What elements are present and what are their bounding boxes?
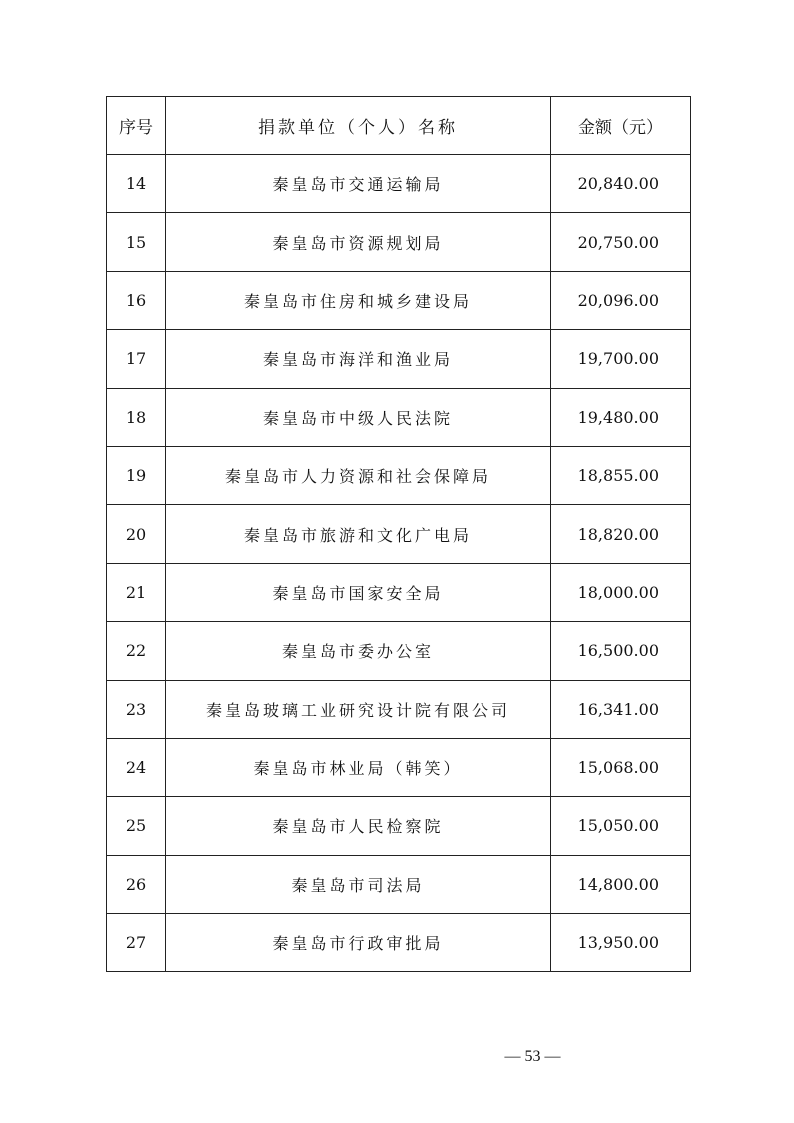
row-amount: 18,000.00 bbox=[551, 563, 691, 621]
table-row bbox=[107, 563, 691, 621]
row-number: 24 bbox=[107, 738, 166, 796]
row-amount: 15,050.00 bbox=[551, 797, 691, 855]
table-row bbox=[107, 505, 691, 563]
row-name: 秦皇岛市国家安全局 bbox=[166, 563, 551, 621]
row-number: 21 bbox=[107, 563, 166, 621]
row-name: 秦皇岛市人力资源和社会保障局 bbox=[166, 446, 551, 504]
table-row bbox=[107, 680, 691, 738]
donation-table bbox=[106, 96, 691, 972]
row-number: 18 bbox=[107, 388, 166, 446]
row-number: 15 bbox=[107, 213, 166, 271]
row-number: 22 bbox=[107, 622, 166, 680]
row-name: 秦皇岛市交通运输局 bbox=[166, 155, 551, 213]
header-number: 序号 bbox=[107, 97, 166, 155]
row-name: 秦皇岛市委办公室 bbox=[166, 622, 551, 680]
row-name: 秦皇岛市海洋和渔业局 bbox=[166, 330, 551, 388]
row-amount: 15,068.00 bbox=[551, 738, 691, 796]
table-row bbox=[107, 330, 691, 388]
row-name: 秦皇岛市林业局（韩笑） bbox=[166, 738, 551, 796]
row-name: 秦皇岛玻璃工业研究设计院有限公司 bbox=[166, 680, 551, 738]
table-row bbox=[107, 271, 691, 329]
row-name: 秦皇岛市司法局 bbox=[166, 855, 551, 913]
row-number: 19 bbox=[107, 446, 166, 504]
row-number: 25 bbox=[107, 797, 166, 855]
row-number: 16 bbox=[107, 271, 166, 329]
row-name: 秦皇岛市住房和城乡建设局 bbox=[166, 271, 551, 329]
table-body bbox=[107, 155, 691, 972]
row-amount: 19,480.00 bbox=[551, 388, 691, 446]
row-number: 26 bbox=[107, 855, 166, 913]
header-row bbox=[107, 97, 691, 155]
table-row bbox=[107, 797, 691, 855]
row-name: 秦皇岛市旅游和文化广电局 bbox=[166, 505, 551, 563]
table-row bbox=[107, 622, 691, 680]
row-amount: 20,750.00 bbox=[551, 213, 691, 271]
row-amount: 14,800.00 bbox=[551, 855, 691, 913]
row-amount: 18,820.00 bbox=[551, 505, 691, 563]
row-amount: 16,341.00 bbox=[551, 680, 691, 738]
header-amount: 金额（元） bbox=[551, 97, 691, 155]
row-amount: 19,700.00 bbox=[551, 330, 691, 388]
row-number: 20 bbox=[107, 505, 166, 563]
row-name: 秦皇岛市资源规划局 bbox=[166, 213, 551, 271]
row-amount: 18,855.00 bbox=[551, 446, 691, 504]
table-row bbox=[107, 446, 691, 504]
row-number: 14 bbox=[107, 155, 166, 213]
table-row bbox=[107, 388, 691, 446]
table-header bbox=[107, 97, 691, 155]
row-amount: 16,500.00 bbox=[551, 622, 691, 680]
row-name: 秦皇岛市人民检察院 bbox=[166, 797, 551, 855]
row-number: 27 bbox=[107, 914, 166, 972]
header-name: 捐款单位（个人）名称 bbox=[166, 97, 551, 155]
page-number: — 53 — bbox=[504, 1048, 561, 1065]
row-amount: 13,950.00 bbox=[551, 914, 691, 972]
table-row bbox=[107, 914, 691, 972]
table-row bbox=[107, 213, 691, 271]
row-amount: 20,840.00 bbox=[551, 155, 691, 213]
table-row bbox=[107, 738, 691, 796]
row-name: 秦皇岛市中级人民法院 bbox=[166, 388, 551, 446]
table-row bbox=[107, 155, 691, 213]
row-name: 秦皇岛市行政审批局 bbox=[166, 914, 551, 972]
row-number: 23 bbox=[107, 680, 166, 738]
row-number: 17 bbox=[107, 330, 166, 388]
row-amount: 20,096.00 bbox=[551, 271, 691, 329]
table-row bbox=[107, 855, 691, 913]
